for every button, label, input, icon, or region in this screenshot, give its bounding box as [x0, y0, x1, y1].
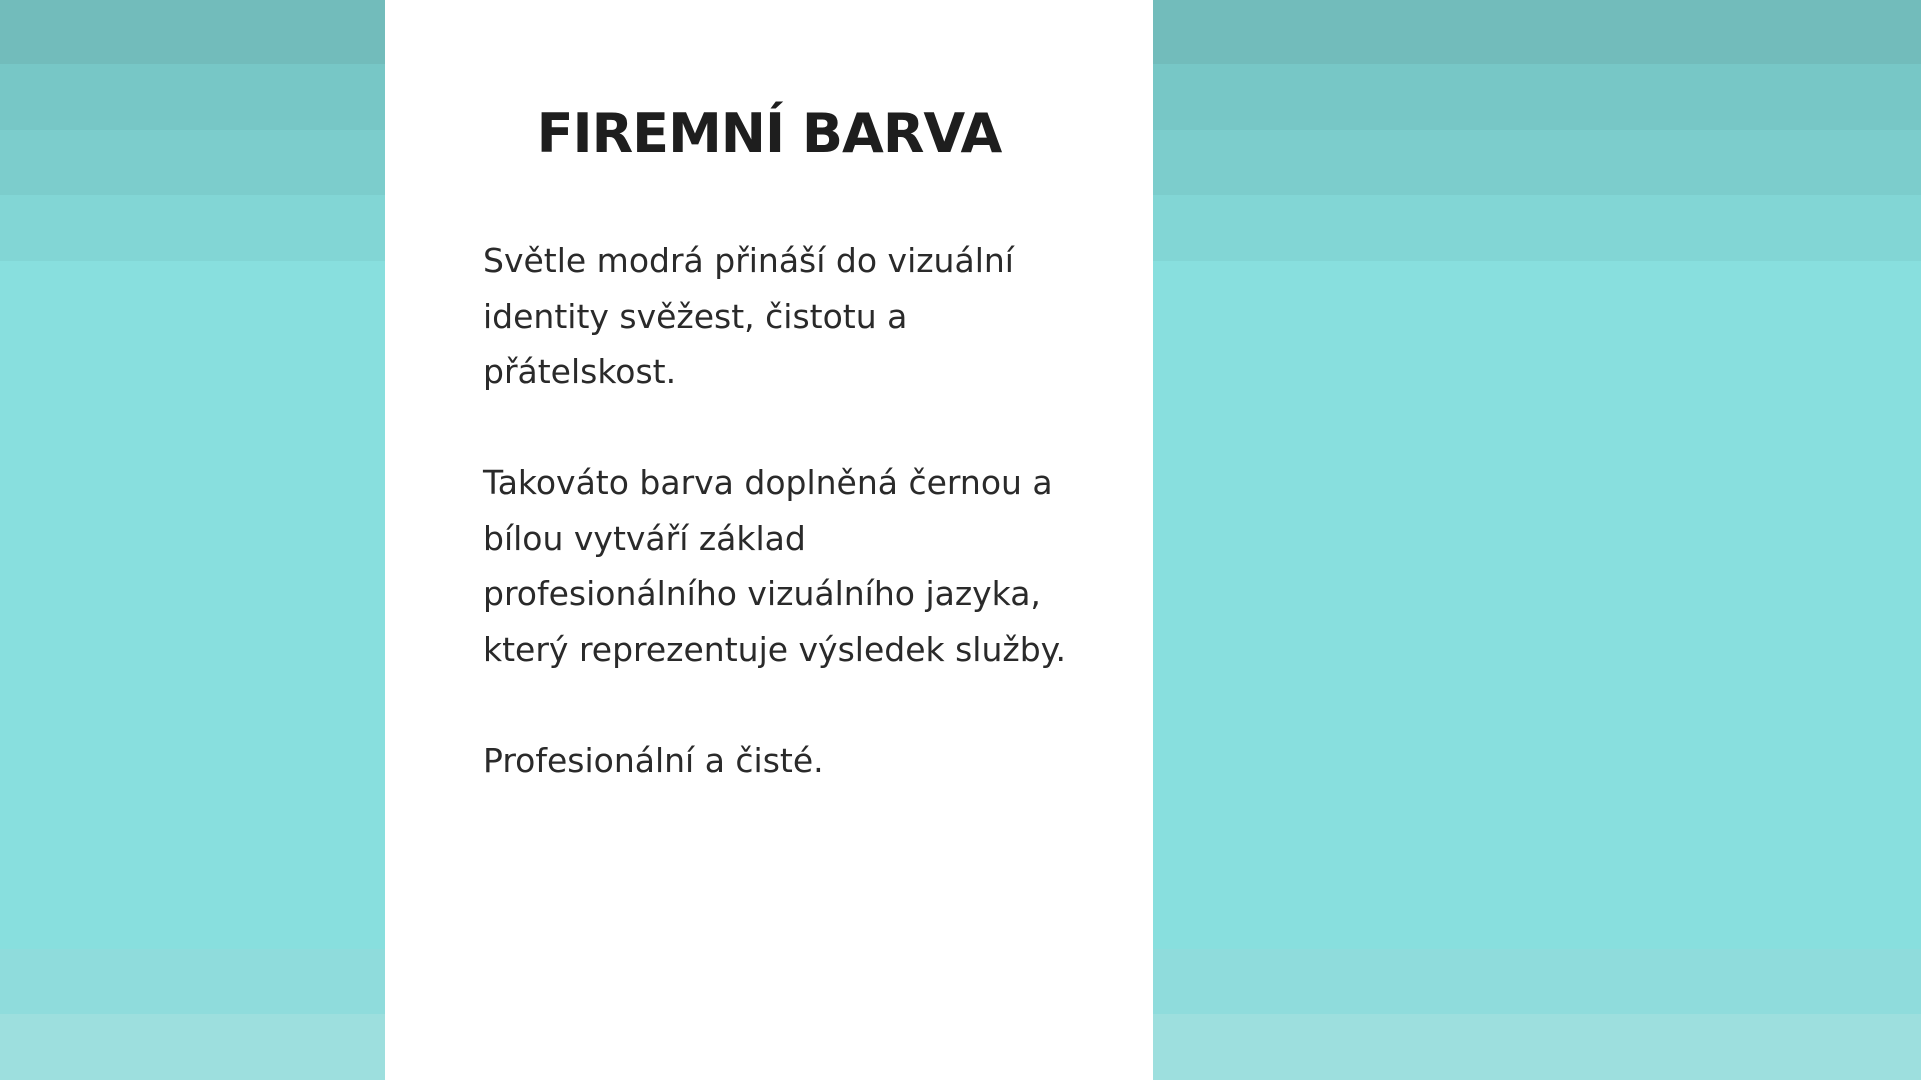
paragraph-details: Takováto barva doplněná černou a bílou vytváří základ profesionálního vizuálního jazyka, který reprezentuje výsledek služby.: [483, 463, 1066, 669]
slide-body: [483, 233, 1083, 788]
paragraph-intro: Světle modrá přináší do vizuální identity svěžest, čistotu a přátelskost.: [483, 241, 1014, 391]
paragraph-summary: Profesionální a čisté.: [483, 740, 824, 780]
slide-title: FIREMNÍ BARVA: [536, 102, 1002, 165]
content-card: [385, 0, 1153, 1080]
